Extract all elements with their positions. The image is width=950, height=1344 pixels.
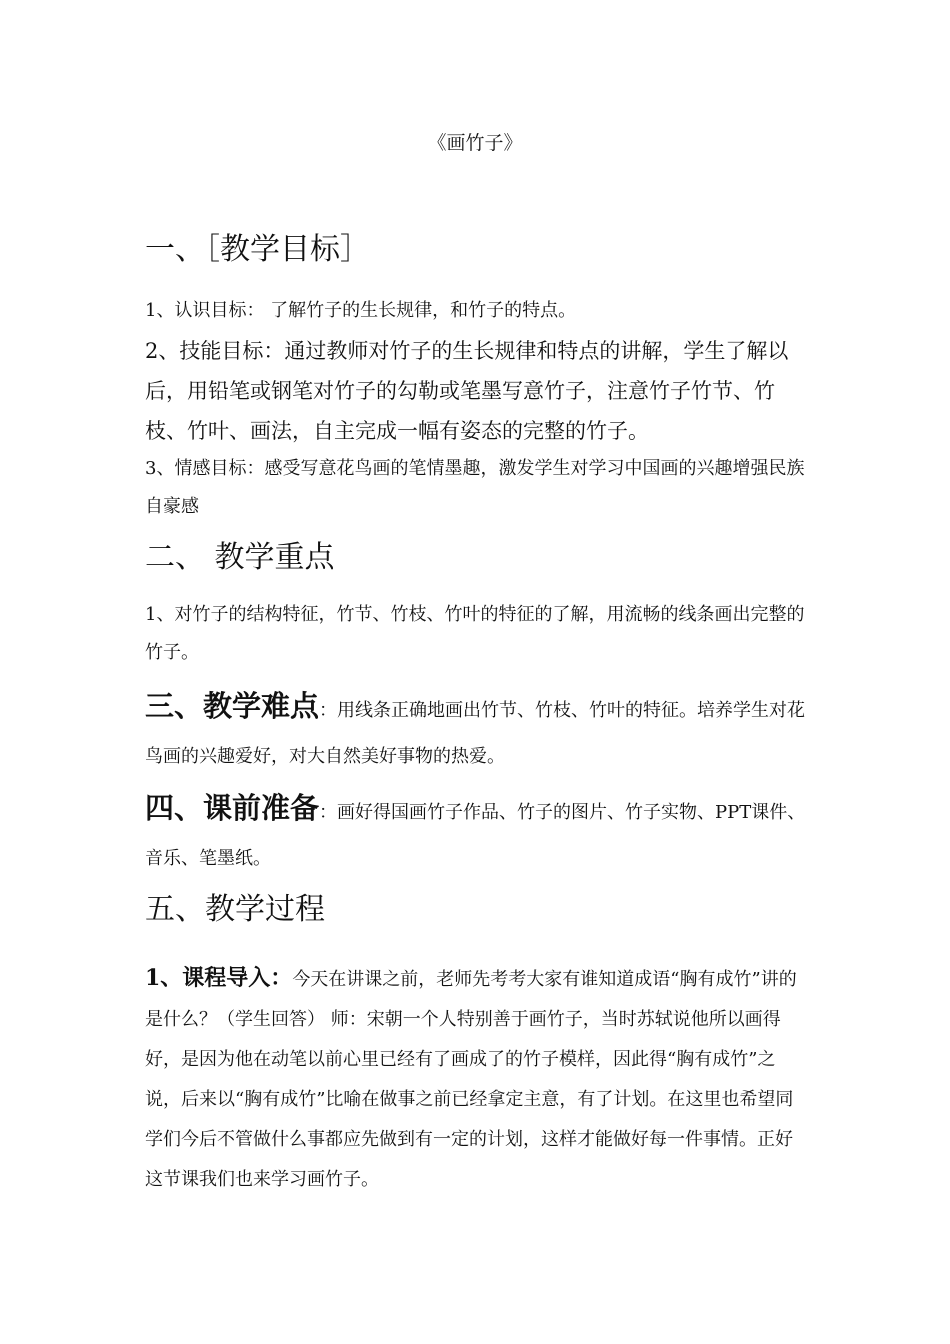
- section-5-heading: 五、教学过程: [145, 892, 325, 927]
- objective-1: 1、认识目标： 了解竹子的生长规律，和竹子的特点。: [145, 300, 577, 321]
- section-5-paragraph: [145, 958, 810, 1200]
- document-title: 《画竹子》: [427, 132, 523, 154]
- preparation-text: ：画好得国画竹子作品、竹子的图片、竹子实物、PPT课件、音乐、笔墨纸。: [145, 802, 806, 869]
- difficulty-text: ：用线条正确地画出竹节、竹枝、竹叶的特征。培养学生对花鸟画的兴趣爱好，对大自然美好事物的热爱。: [145, 700, 806, 767]
- section-4-heading: 四、课前准备: [145, 791, 320, 825]
- section-4-paragraph: [145, 785, 810, 882]
- section-3-paragraph: [145, 683, 810, 780]
- section-1-heading: 一、［教学目标］: [145, 232, 370, 267]
- objective-3: 3、情感目标：感受写意花鸟画的笔情墨趣，激发学生对学习中国画的兴趣增强民族自豪感: [145, 458, 805, 517]
- section-2-heading: 二、 教学重点: [145, 540, 335, 575]
- key-points-text: 1、对竹子的结构特征，竹节、竹枝、竹叶的特征的了解，用流畅的线条画出完整的竹子。: [145, 604, 805, 663]
- section-3-heading: 三、教学难点: [145, 689, 320, 723]
- course-intro-text: 今天在讲课之前，老师先考考大家有谁知道成语“胸有成竹”讲的是什么？（学生回答） 师：宋朝一个人特别善于画竹子，当时苏轼说他所以画得好，是因为他在动笔以前心里已经有了画成了的竹子模样，因此得“胸有成竹”之说，后来以“胸有成竹”比喻在做事之前已经拿定主意，有了计划。在这里也希望同学们今后不管做什么事都应先做到有一定的计划，这样才能做好每一件事情。正好这节课我们也来学习画竹子。: [145, 969, 797, 1190]
- course-intro-heading: 1、课程导入：: [145, 965, 293, 991]
- objective-2: 2、技能目标：通过教师对竹子的生长规律和特点的讲解，学生了解以后，用铅笔或钢笔对竹子的勾勒或笔墨写意竹子，注意竹子竹节、竹枝、竹叶、画法，自主完成一幅有姿态的完整的竹子。: [145, 339, 789, 443]
